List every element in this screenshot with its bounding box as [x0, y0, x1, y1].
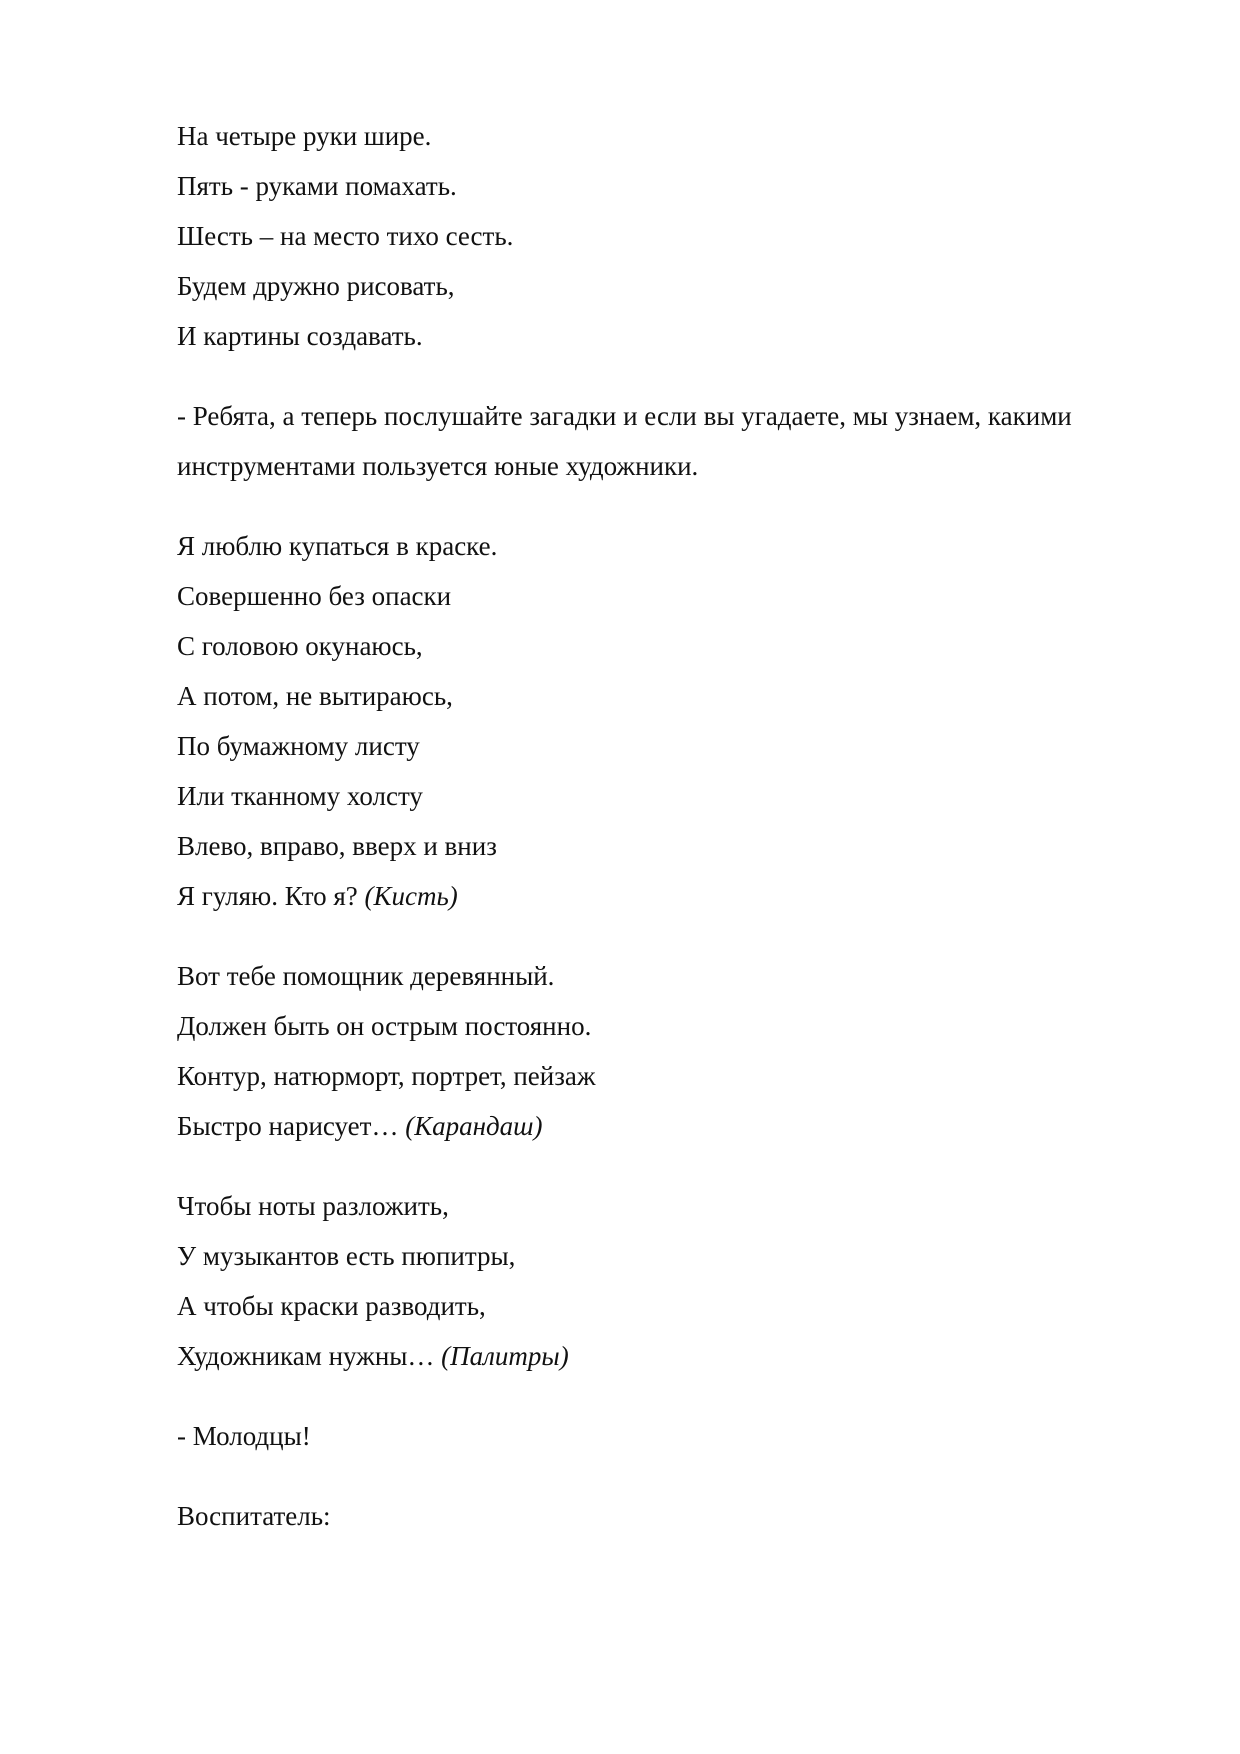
- riddle-line: Чтобы ноты разложить,: [177, 1191, 449, 1221]
- riddle-line: Влево, вправо, вверх и вниз: [177, 831, 497, 861]
- riddle-answer: (Кисть): [364, 881, 458, 911]
- riddle-line: Совершенно без опаски: [177, 581, 452, 611]
- riddle-last-line: [177, 1340, 569, 1372]
- riddle-text: Художникам нужны…: [177, 1341, 442, 1371]
- riddle-text: Я гуляю. Кто я?: [177, 881, 365, 911]
- riddle-line: Или тканному холсту: [177, 781, 423, 811]
- riddle-line: А чтобы краски разводить,: [177, 1291, 486, 1321]
- praise-line: - Молодцы!: [177, 1421, 311, 1451]
- speaker-label: Воспитатель:: [177, 1501, 331, 1531]
- riddle-last-line: [177, 1110, 543, 1142]
- riddle-line: Вот тебе помощник деревянный.: [177, 961, 555, 991]
- poem-line: На четыре руки шире.: [177, 121, 432, 151]
- riddle-line: С головою окунаюсь,: [177, 631, 423, 661]
- riddle-text: Быстро нарисует…: [177, 1111, 406, 1141]
- riddle-line: По бумажному листу: [177, 731, 420, 761]
- riddle-line: У музыкантов есть пюпитры,: [177, 1241, 516, 1271]
- poem-line: Будем дружно рисовать,: [177, 271, 455, 301]
- intro-paragraph-line: инструментами пользуется юные художники.: [177, 451, 699, 481]
- poem-line: И картины создавать.: [177, 321, 423, 351]
- poem-line: Пять - руками помахать.: [177, 171, 457, 201]
- riddle-line: Контур, натюрморт, портрет, пейзаж: [177, 1061, 596, 1091]
- riddle-answer: (Палитры): [441, 1341, 569, 1371]
- poem-line: Шесть – на место тихо сесть.: [177, 221, 514, 251]
- riddle-line: Должен быть он острым постоянно.: [177, 1011, 592, 1041]
- riddle-line: А потом, не вытираюсь,: [177, 681, 453, 711]
- riddle-answer: (Карандаш): [405, 1111, 543, 1141]
- riddle-line: Я люблю купаться в краске.: [177, 531, 498, 561]
- riddle-last-line: [177, 880, 458, 912]
- intro-paragraph-line: - Ребята, а теперь послушайте загадки и если вы угадаете, мы узнаем, какими: [177, 401, 1072, 431]
